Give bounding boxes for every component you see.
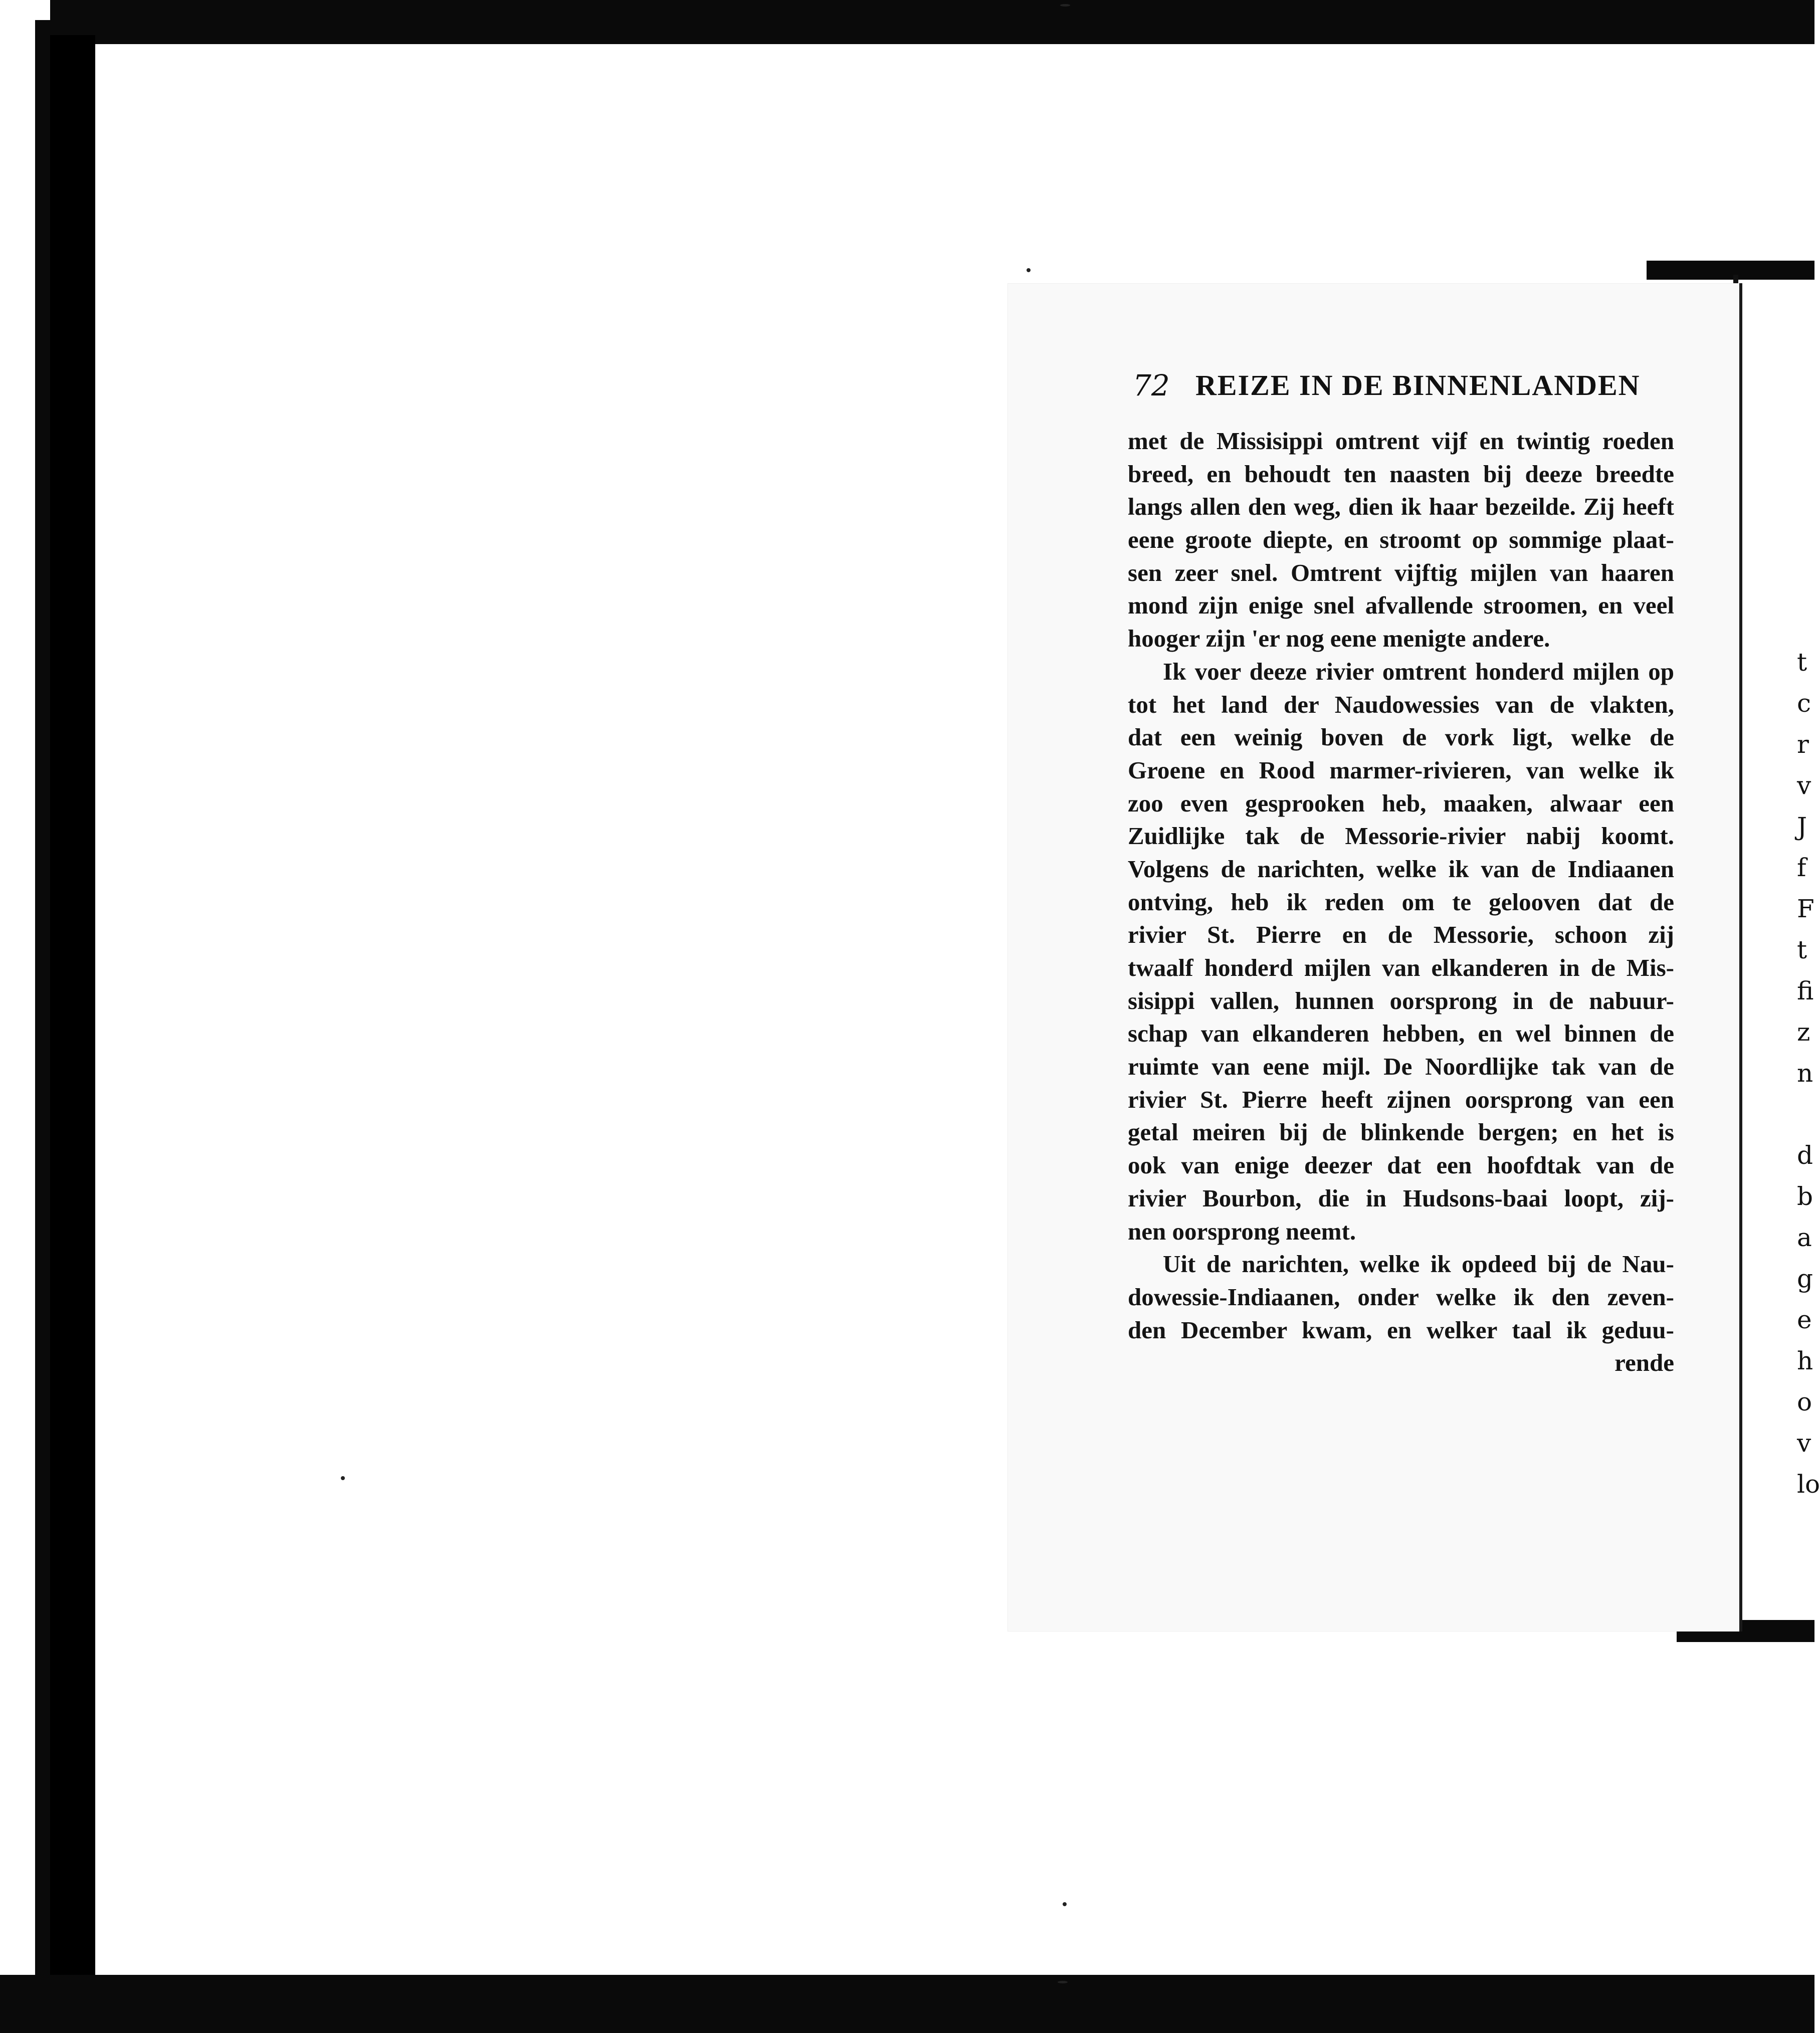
scan-frame-top [0, 0, 1814, 44]
scan-speck [1063, 1902, 1067, 1906]
text-line: rivier St. Pierre heeft zijnen oorsprong van een [1128, 1085, 1674, 1113]
facing-page-letter: t [1797, 648, 1807, 677]
text-line: eene groote diepte, en stroomt op sommige plaat- [1128, 526, 1674, 554]
text-line: dowessie-Indiaanen, onder welke ik den zeven- [1128, 1283, 1674, 1311]
text-line: breed, en behoudt ten naasten bij deeze breedte [1128, 460, 1674, 488]
text-line: Uit de narichten, welke ik opdeed bij de Nau- [1163, 1250, 1674, 1278]
text-line: nen oorsprong neemt. [1128, 1217, 1356, 1245]
text-line: ook van enige deezer dat een hoofdtak van de [1128, 1151, 1674, 1179]
facing-page-letter: d [1797, 1141, 1813, 1170]
facing-page-letter: n [1797, 1059, 1813, 1088]
facing-page-letter: f [1797, 853, 1806, 882]
text-line: met de Missisippi omtrent vijf en twintig roeden [1128, 427, 1674, 455]
page-number: 72 [1133, 368, 1170, 402]
facing-page-letter: z [1797, 1018, 1810, 1047]
text-line: Ik voer deeze rivier omtrent honderd mijlen op [1163, 657, 1674, 685]
scan-frame-left-inner [50, 35, 95, 1985]
scan-frame-bottom [0, 1975, 1814, 2033]
facing-page-letter [1797, 1094, 1814, 1135]
facing-page-letter: t [1797, 935, 1807, 964]
text-line: getal meiren bij de blinkende bergen; en het is [1128, 1118, 1674, 1146]
facing-page-letter: J [1797, 812, 1807, 841]
facing-page-letter: o [1797, 1387, 1812, 1416]
text-line: twaalf honderd mijlen van elkanderen in de Mis- [1128, 954, 1674, 981]
facing-page-frame-top [1647, 261, 1814, 280]
scan-speck [1027, 268, 1031, 272]
facing-page-letter: h [1797, 1346, 1813, 1375]
facing-page-letter: g [1797, 1264, 1813, 1293]
text-line: rivier Bourbon, die in Hudsons-baai loopt, zij- [1128, 1184, 1674, 1212]
text-line: rivier St. Pierre en de Messorie, schoon zij [1128, 921, 1674, 949]
facing-page-letter: v [1797, 771, 1811, 800]
text-line: sen zeer snel. Omtrent vijftig mijlen van haaren [1128, 558, 1674, 586]
text-line: tot het land der Naudowessies van de vlakten, [1128, 690, 1674, 718]
facing-page-letter: a [1797, 1223, 1812, 1252]
facing-page-letter: v [1797, 1429, 1811, 1458]
body-text [1128, 425, 1674, 1379]
text-line: mond zijn enige snel afvallende stroomen, en veel [1128, 591, 1674, 620]
facing-page-letter: lo [1797, 1470, 1820, 1499]
text-line: hooger zijn 'er nog eene menigte andere. [1128, 625, 1550, 653]
facing-page-letter: fi [1797, 976, 1814, 1005]
scan-speck [1060, 4, 1070, 7]
facing-page-letter: F [1797, 894, 1814, 923]
text-line: schap van elkanderen hebben, en wel binnen de [1128, 1020, 1674, 1048]
facing-page-letter: b [1797, 1182, 1813, 1211]
text-line: dat een weinig boven de vork ligt, welke de [1128, 723, 1674, 751]
text-line: Zuidlijke tak de Messorie-rivier nabij koomt. [1128, 822, 1674, 850]
running-head-title: REIZE IN DE BINNENLANDEN [1195, 369, 1641, 401]
text-line: zoo even gesprooken heb, maaken, alwaar een [1128, 789, 1674, 817]
running-head [1133, 368, 1641, 409]
scan-speck [1058, 1981, 1068, 1983]
facing-page-letter: e [1797, 1305, 1812, 1334]
scan-speck [341, 1476, 345, 1480]
facing-page-letter: r [1797, 730, 1809, 759]
text-line: Groene en Rood marmer-rivieren, van welke ik [1128, 756, 1674, 784]
facing-page-letter: c [1797, 689, 1811, 718]
text-line: sisippi vallen, hunnen oorsprong in de nabuur- [1128, 986, 1674, 1014]
book-page [1007, 283, 1742, 1632]
facing-page-text [1797, 642, 1820, 1505]
text-line: rende [1614, 1349, 1674, 1377]
text-line: Volgens de narichten, welke ik van de Indiaanen [1128, 855, 1674, 883]
text-line: den December kwam, en welker taal ik geduu- [1128, 1316, 1674, 1344]
text-line: ruimte van eene mijl. De Noordlijke tak van de [1128, 1053, 1674, 1081]
text-line: ontving, heb ik reden om te gelooven dat de [1128, 888, 1674, 916]
text-line: langs allen den weg, dien ik haar bezeilde. Zij heeft [1128, 493, 1674, 521]
